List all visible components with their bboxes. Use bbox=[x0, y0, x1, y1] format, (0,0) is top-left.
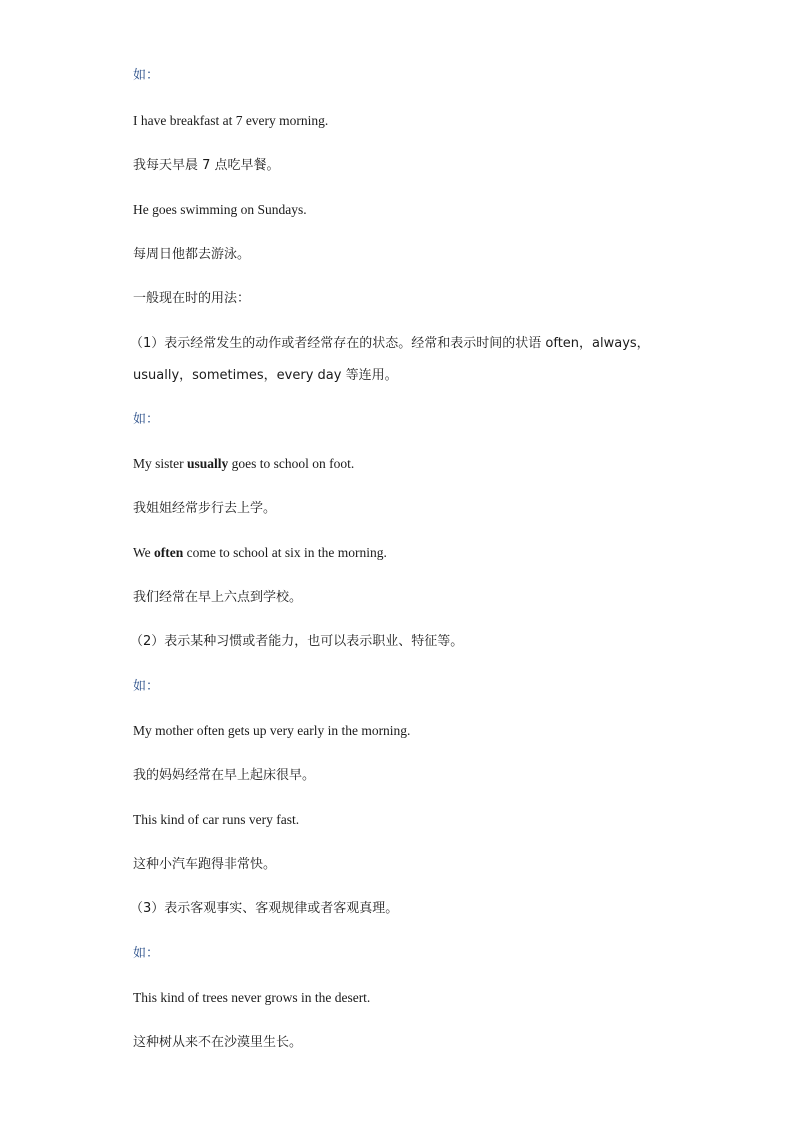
usage-rule-1-line-2: usually，sometimes，every day 等连用。 bbox=[133, 368, 398, 383]
sentence-end: goes to school on foot. bbox=[228, 456, 355, 471]
highlighted-adverb: often bbox=[154, 545, 184, 560]
chinese-translation: 我们经常在早上六点到学校。 bbox=[133, 590, 303, 605]
english-example: This kind of trees never grows in the desert. bbox=[133, 990, 371, 1005]
chinese-translation: 我姐姐经常步行去上学。 bbox=[133, 501, 277, 516]
example-label: 如： bbox=[133, 68, 160, 83]
usage-rule-3: （3）表示客观事实、客观规律或者客观真理。 bbox=[130, 901, 399, 916]
english-example: I have breakfast at 7 every morning. bbox=[133, 113, 329, 128]
english-example: He goes swimming on Sundays. bbox=[133, 202, 307, 217]
chinese-translation: 这种小汽车跑得非常快。 bbox=[133, 857, 277, 872]
usage-rule-1-line-1: （1）表示经常发生的动作或者经常存在的状态。经常和表示时间的状语 often，always， bbox=[130, 336, 650, 351]
usage-rule-2: （2）表示某种习惯或者能力，也可以表示职业、特征等。 bbox=[130, 634, 464, 649]
section-heading: 一般现在时的用法： bbox=[133, 291, 251, 306]
chinese-translation: 我的妈妈经常在早上起床很早。 bbox=[133, 768, 316, 783]
example-label: 如： bbox=[133, 412, 160, 427]
english-example bbox=[133, 544, 387, 562]
highlighted-adverb: usually bbox=[187, 456, 229, 471]
chinese-translation: 我每天早晨 7 点吃早餐。 bbox=[133, 158, 280, 173]
example-label: 如： bbox=[133, 946, 160, 961]
english-example: My mother often gets up very early in the morning. bbox=[133, 723, 411, 738]
example-label: 如： bbox=[133, 679, 160, 694]
english-example: This kind of car runs very fast. bbox=[133, 812, 300, 827]
sentence-end: come to school at six in the morning. bbox=[183, 545, 387, 560]
chinese-translation: 每周日他都去游泳。 bbox=[133, 247, 251, 262]
english-example bbox=[133, 455, 354, 473]
sentence-start: We bbox=[133, 545, 155, 560]
sentence-start: My sister bbox=[133, 456, 187, 471]
chinese-translation: 这种树从来不在沙漠里生长。 bbox=[133, 1035, 303, 1050]
